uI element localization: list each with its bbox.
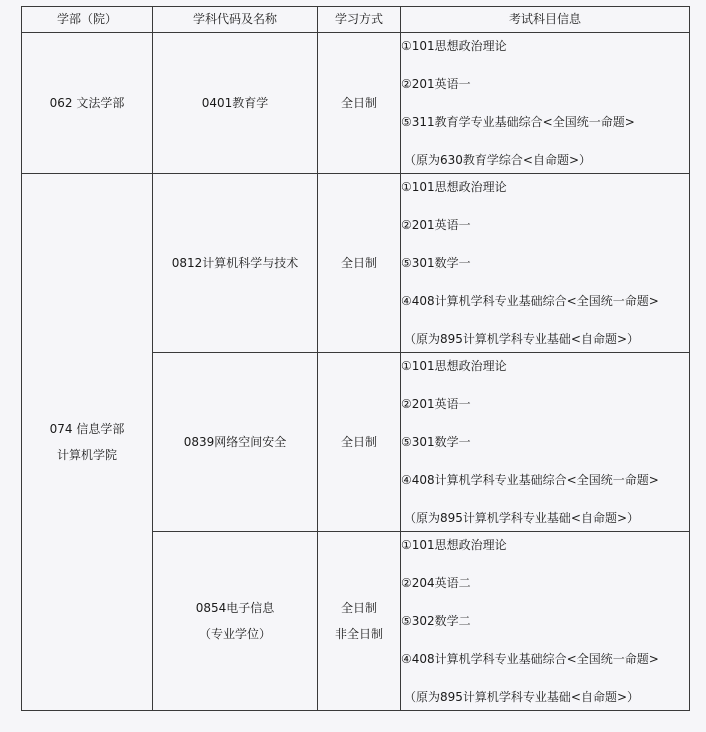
- subject-note: （原为895计算机学科专业基础<自命题>）: [404, 690, 640, 704]
- exam-subjects-cell: [401, 174, 690, 353]
- major-name: 0854电子信息: [195, 601, 275, 615]
- major-cell: [153, 33, 318, 174]
- header-exam-subjects: 考试科目信息: [401, 7, 690, 33]
- subject-item: ①101思想政治理论: [401, 538, 507, 552]
- table-row: [22, 174, 690, 353]
- major-name: 0839网络空间安全: [183, 435, 287, 449]
- major-cell: [153, 174, 318, 353]
- subject-note: （原为630教育学综合<自命题>）: [404, 153, 592, 167]
- subject-item: ①101思想政治理论: [401, 359, 507, 373]
- department-cell: [22, 174, 153, 711]
- school-name: 计算机学院: [56, 448, 117, 462]
- department-name: 074 信息学部: [49, 422, 125, 436]
- subject-item: ②204英语二: [401, 576, 471, 590]
- major-cell: [153, 353, 318, 532]
- study-mode: 全日制: [340, 256, 377, 270]
- exam-subjects-cell: [401, 33, 690, 174]
- subject-item: ④408计算机学科专业基础综合<全国统一命题>: [401, 473, 659, 487]
- subject-note: （原为895计算机学科专业基础<自命题>）: [404, 332, 640, 346]
- department-name: 062 文法学部: [49, 96, 125, 110]
- subject-item: ⑤301数学一: [401, 256, 471, 270]
- subject-item: ④408计算机学科专业基础综合<全国统一命题>: [401, 294, 659, 308]
- major-name: 0401教育学: [201, 96, 269, 110]
- study-mode-cell: [318, 33, 401, 174]
- subject-item: ⑤302数学二: [401, 614, 471, 628]
- subject-item: ⑤311教育学专业基础综合<全国统一命题>: [401, 115, 635, 129]
- exam-subjects-cell: [401, 532, 690, 711]
- study-mode-part-time: 非全日制: [334, 627, 383, 641]
- table-row: [22, 33, 690, 174]
- study-mode: 全日制: [340, 96, 377, 110]
- header-row: [22, 7, 690, 33]
- subject-item: ②201英语一: [401, 218, 471, 232]
- subject-item: ①101思想政治理论: [401, 180, 507, 194]
- subject-item: ④408计算机学科专业基础综合<全国统一命题>: [401, 652, 659, 666]
- study-mode: 全日制: [340, 435, 377, 449]
- exam-subjects-cell: [401, 353, 690, 532]
- subject-item: ②201英语一: [401, 397, 471, 411]
- study-mode-cell: [318, 353, 401, 532]
- major-cell: [153, 532, 318, 711]
- subject-item: ②201英语一: [401, 77, 471, 91]
- header-major: 学科代码及名称: [153, 7, 318, 33]
- subject-item: ①101思想政治理论: [401, 39, 507, 53]
- study-mode-cell: [318, 532, 401, 711]
- department-cell: [22, 33, 153, 174]
- header-department: 学部（院）: [22, 7, 153, 33]
- study-mode: 全日制: [340, 601, 377, 615]
- subject-note: （原为895计算机学科专业基础<自命题>）: [404, 511, 640, 525]
- header-study-mode: 学习方式: [318, 7, 401, 33]
- study-mode-cell: [318, 174, 401, 353]
- subject-item: ⑤301数学一: [401, 435, 471, 449]
- major-name: 0812计算机科学与技术: [171, 256, 299, 270]
- exam-subjects-table: [21, 6, 690, 711]
- degree-type: （专业学位）: [198, 627, 271, 641]
